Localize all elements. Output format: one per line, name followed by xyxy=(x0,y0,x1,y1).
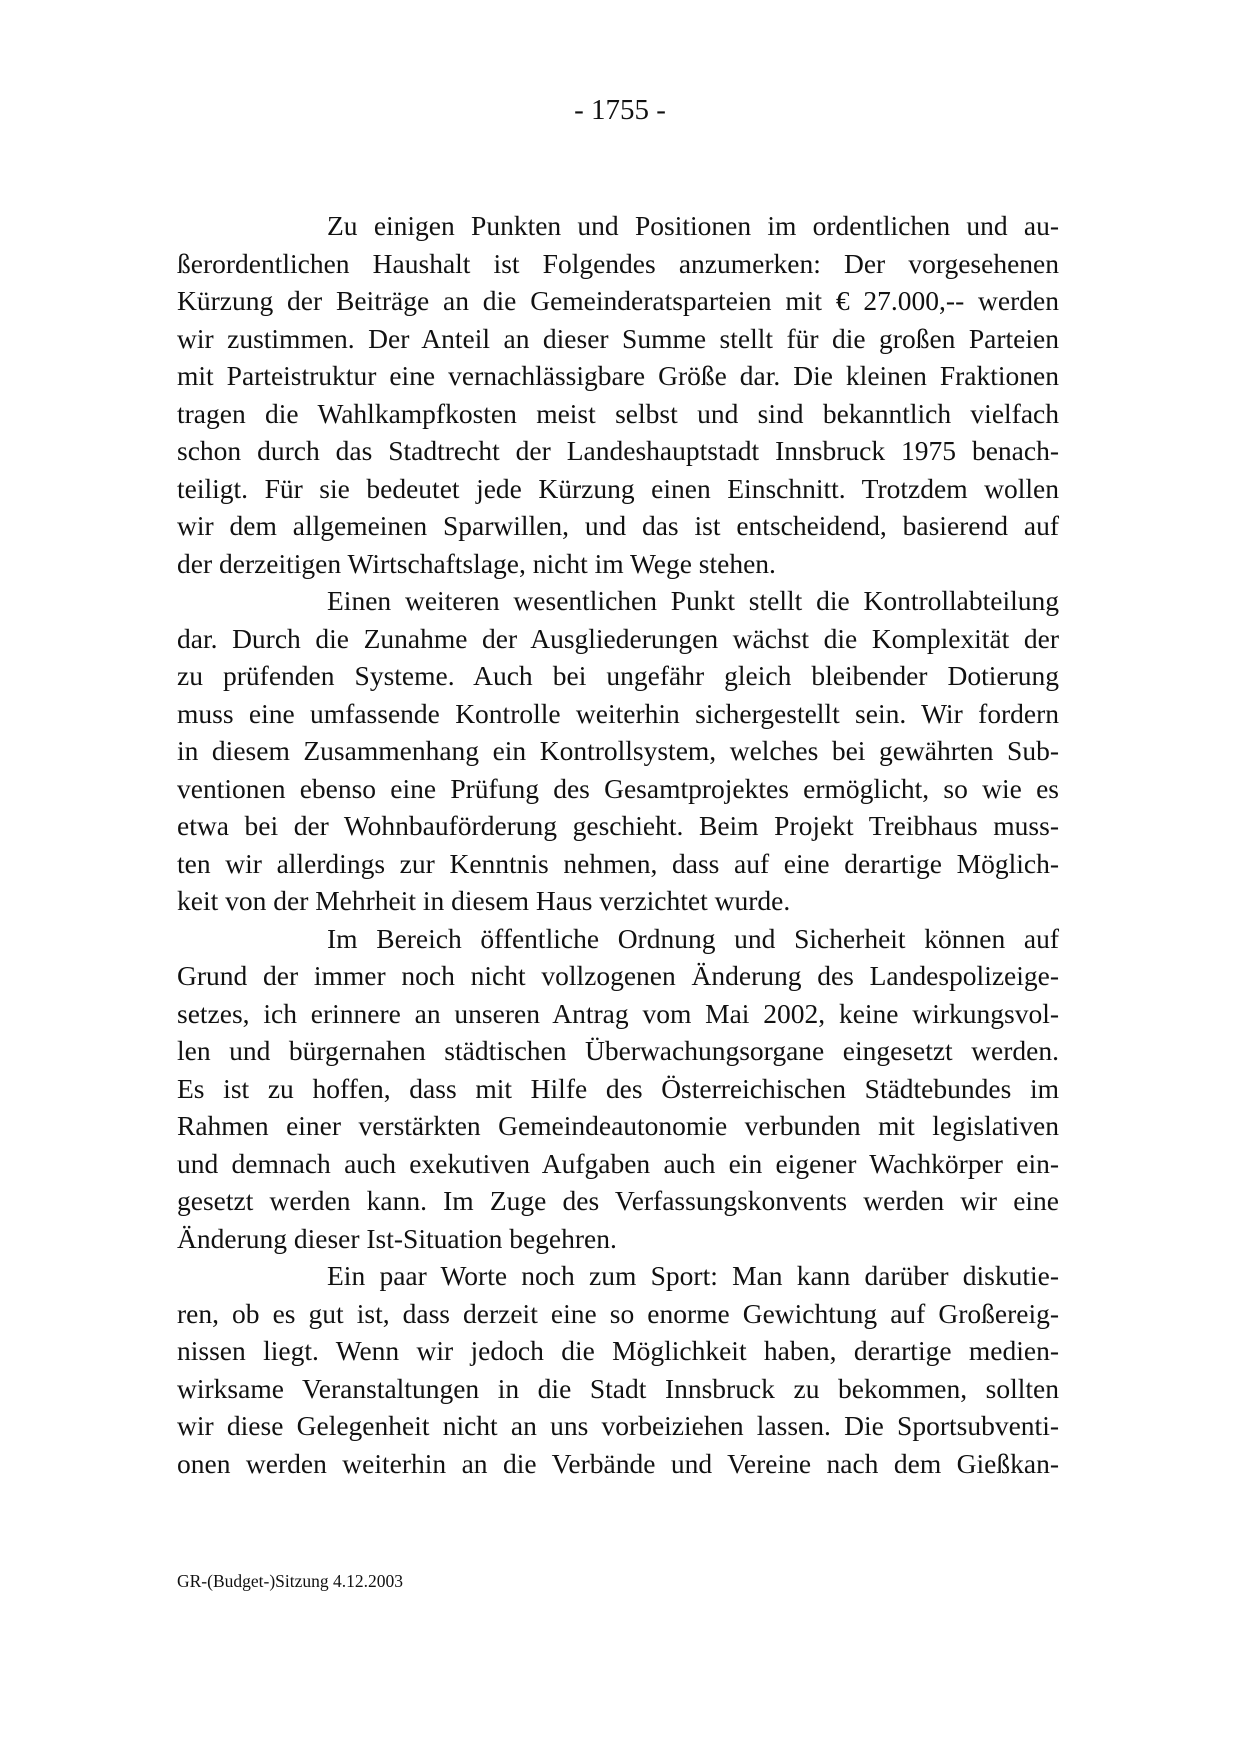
text-line: nissen liegt. Wenn wir jedoch die Möglichkeit haben, derartige medien- xyxy=(177,1335,1059,1366)
text-line: muss eine umfassende Kontrolle weiterhin sichergestellt sein. Wir fordern xyxy=(177,697,1059,729)
text-line: ventionen ebenso eine Prüfung des Gesamtprojektes ermöglicht, so wie es xyxy=(177,772,1059,804)
text-line: Einen weiteren wesentlichen Punkt stellt die Kontrollabteilung xyxy=(327,585,1059,616)
text-line: in diesem Zusammenhang ein Kontrollsystem, welches bei gewährten Sub- xyxy=(177,735,1059,766)
paragraph xyxy=(177,1257,1059,1482)
text-line: wir dem allgemeinen Sparwillen, und das ist entscheidend, basierend auf xyxy=(177,510,1059,541)
text-line: und demnach auch exekutiven Aufgaben auch ein eigener Wachkörper ein- xyxy=(177,1147,1059,1179)
text-line: etwa bei der Wohnbauförderung geschieht. Beim Projekt Treibhaus muss- xyxy=(177,810,1059,841)
text-line: tragen die Wahlkampfkosten meist selbst und sind bekanntlich vielfach xyxy=(177,397,1059,429)
text-line: Zu einigen Punkten und Positionen im ordentlichen und au- xyxy=(327,210,1059,241)
paragraph xyxy=(177,920,1059,1258)
paragraph xyxy=(177,207,1059,582)
text-line: ßerordentlichen Haushalt ist Folgendes anzumerken: Der vorgesehenen xyxy=(177,247,1059,279)
text-line: len und bürgernahen städtischen Überwachungsorgane eingesetzt werden. xyxy=(177,1035,1059,1066)
text-line: wir diese Gelegenheit nicht an uns vorbeiziehen lassen. Die Sportsubventi- xyxy=(177,1410,1059,1441)
page-number: - 1755 - xyxy=(574,94,666,126)
text-line: der derzeitigen Wirtschaftslage, nicht im Wege stehen. xyxy=(177,547,776,579)
text-line: gesetzt werden kann. Im Zuge des Verfassungskonvents werden wir eine xyxy=(177,1185,1059,1216)
paragraph xyxy=(177,582,1059,920)
body-text xyxy=(177,207,1059,1482)
text-line: Grund der immer noch nicht vollzogenen Änderung des Landespolizeige- xyxy=(177,960,1059,991)
footer-session-label: GR-(Budget-)Sitzung 4.12.2003 xyxy=(177,1571,404,1591)
text-line: setzes, ich erinnere an unseren Antrag vom Mai 2002, keine wirkungsvol- xyxy=(177,997,1059,1029)
text-line: Kürzung der Beiträge an die Gemeinderatsparteien mit € 27.000,-- werden xyxy=(177,285,1059,316)
text-line: onen werden weiterhin an die Verbände und Vereine nach dem Gießkan- xyxy=(177,1447,1059,1479)
text-line: Es ist zu hoffen, dass mit Hilfe des Österreichischen Städtebundes im xyxy=(177,1072,1059,1104)
text-line: zu prüfenden Systeme. Auch bei ungefähr gleich bleibender Dotierung xyxy=(177,660,1059,691)
text-line: wir zustimmen. Der Anteil an dieser Summe stellt für die großen Parteien xyxy=(177,322,1059,354)
text-line: ten wir allerdings zur Kenntnis nehmen, dass auf eine derartige Möglich- xyxy=(177,847,1059,879)
text-line: Ein paar Worte noch zum Sport: Man kann darüber diskutie- xyxy=(327,1260,1059,1291)
text-line: Änderung dieser Ist-Situation begehren. xyxy=(177,1222,617,1254)
text-line: keit von der Mehrheit in diesem Haus verzichtet wurde. xyxy=(177,885,791,916)
text-line: dar. Durch die Zunahme der Ausgliederungen wächst die Komplexität der xyxy=(177,622,1059,654)
text-line: schon durch das Stadtrecht der Landeshauptstadt Innsbruck 1975 benach- xyxy=(177,435,1059,466)
text-line: Im Bereich öffentliche Ordnung und Sicherheit können auf xyxy=(327,922,1059,954)
text-line: teiligt. Für sie bedeutet jede Kürzung einen Einschnitt. Trotzdem wollen xyxy=(177,472,1059,504)
text-line: ren, ob es gut ist, dass derzeit eine so enorme Gewichtung auf Großereig- xyxy=(177,1297,1059,1329)
text-line: Rahmen einer verstärkten Gemeindeautonomie verbunden mit legislativen xyxy=(177,1110,1059,1141)
text-line: wirksame Veranstaltungen in die Stadt Innsbruck zu bekommen, sollten xyxy=(177,1372,1059,1404)
text-line: mit Parteistruktur eine vernachlässigbare Größe dar. Die kleinen Fraktionen xyxy=(177,360,1059,391)
